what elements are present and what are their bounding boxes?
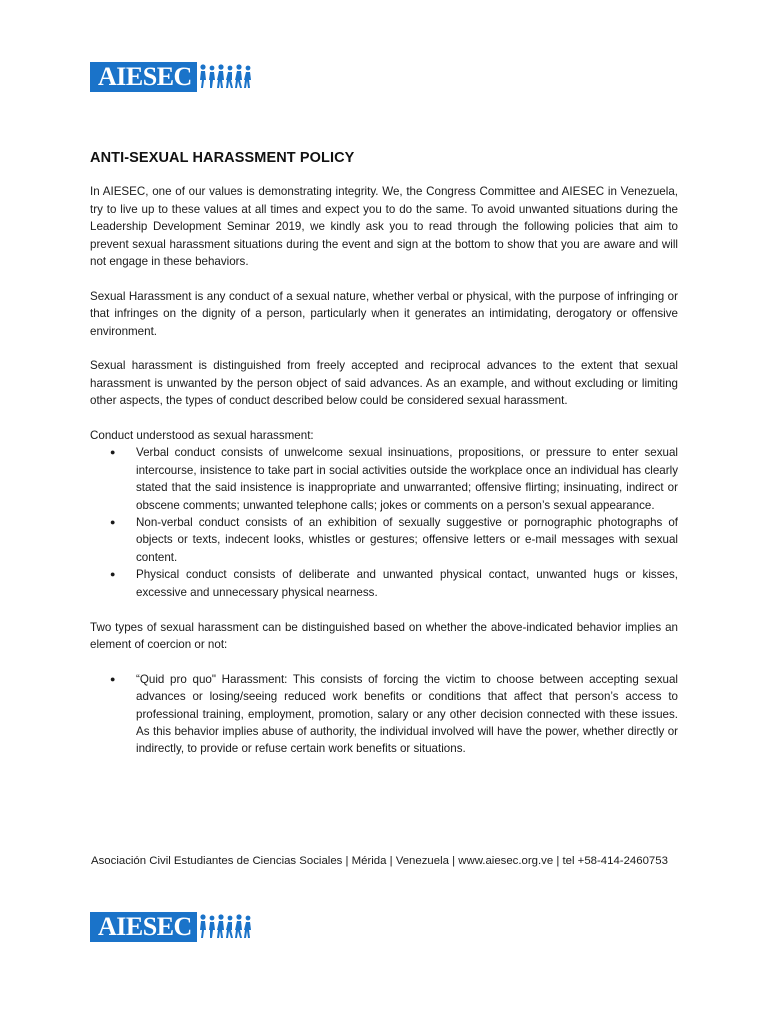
footer-contact: Asociación Civil Estudiantes de Ciencias Sociales | Mérida | Venezuela | www.aiesec.org.ve | tel +58-414-2460753	[91, 855, 668, 867]
bullet-icon: ●	[110, 517, 116, 528]
list-item	[90, 444, 678, 514]
bullet-icon: ●	[110, 673, 116, 684]
list-item	[90, 514, 678, 566]
list-item	[90, 671, 678, 758]
document-title: ANTI-SEXUAL HARASSMENT POLICY	[90, 150, 355, 166]
conduct-intro: Conduct understood as sexual harassment:	[90, 429, 314, 443]
bullet-icon: ●	[110, 447, 116, 458]
types-paragraph: Two types of sexual harassment can be distinguished based on whether the above-indicated behavior implies an element of coercion or not:	[90, 620, 678, 651]
policy-document	[90, 150, 678, 775]
list-item-text: Physical conduct consists of deliberate and unwanted physical contact, unwanted hugs or kisses, excessive and unnecessary physical nearness.	[136, 568, 678, 599]
logo-wordmark: AIESEC	[90, 62, 197, 92]
people-figures-icon	[198, 912, 254, 942]
list-item-text: Verbal conduct consists of unwelcome sexual insinuations, propositions, or pressure to enter sexual intercourse, insistence to take part in social activities outside the workplace once an individual has clearly stated that the said insistence is inappropriate and unwarranted; offensive flirting; insinuating, indirect or obscene comments; unwanted telephone calls; jokes or comments on a person’s sexual appearance.	[136, 446, 678, 512]
definition-paragraph: Sexual Harassment is any conduct of a sexual nature, whether verbal or physical, with the purpose of infringing or that infringes on the dignity of a person, particularly when it generates an intimidating, derogatory or offensive environment.	[90, 289, 678, 338]
types-list	[90, 671, 678, 758]
aiesec-logo-top	[90, 62, 254, 92]
conduct-list	[90, 444, 678, 601]
aiesec-logo-bottom	[90, 912, 254, 942]
list-item-text: “Quid pro quo" Harassment: This consists of forcing the victim to choose between accepting sexual advances or losing/seeing reduced work benefits or conditions that affect that person’s access to professional training, employment, promotion, salary or any other decision connected with these issues. As this behavior implies abuse of authority, the individual involved will have the power, whether directly or indirectly, to provide or refuse certain work benefits or situations.	[136, 672, 678, 756]
intro-paragraph: In AIESEC, one of our values is demonstrating integrity. We, the Congress Committee and AIESEC in Venezuela, try to live up to these values at all times and expect you to do the same. To avoid unwanted situations during the Leadership Development Seminar 2019, we kindly ask you to read through the following policies that aim to prevent sexual harassment situations during the event and sign at the bottom to show that you are aware and will not engage in these behaviors.	[90, 185, 678, 269]
list-item-text: Non-verbal conduct consists of an exhibition of sexually suggestive or pornographic photographs of objects or texts, indecent looks, whistles or gestures; offensive letters or e-mail messages with sexual content.	[136, 516, 678, 564]
list-item	[90, 566, 678, 601]
logo-wordmark: AIESEC	[90, 912, 197, 942]
people-figures-icon	[198, 62, 254, 92]
bullet-icon: ●	[110, 569, 116, 580]
distinction-paragraph: Sexual harassment is distinguished from freely accepted and reciprocal advances to the extent that sexual harassment is unwanted by the person object of said advances. As an example, and without excluding or limiting other aspects, the types of conduct described below could be considered sexual harassment.	[90, 359, 678, 408]
